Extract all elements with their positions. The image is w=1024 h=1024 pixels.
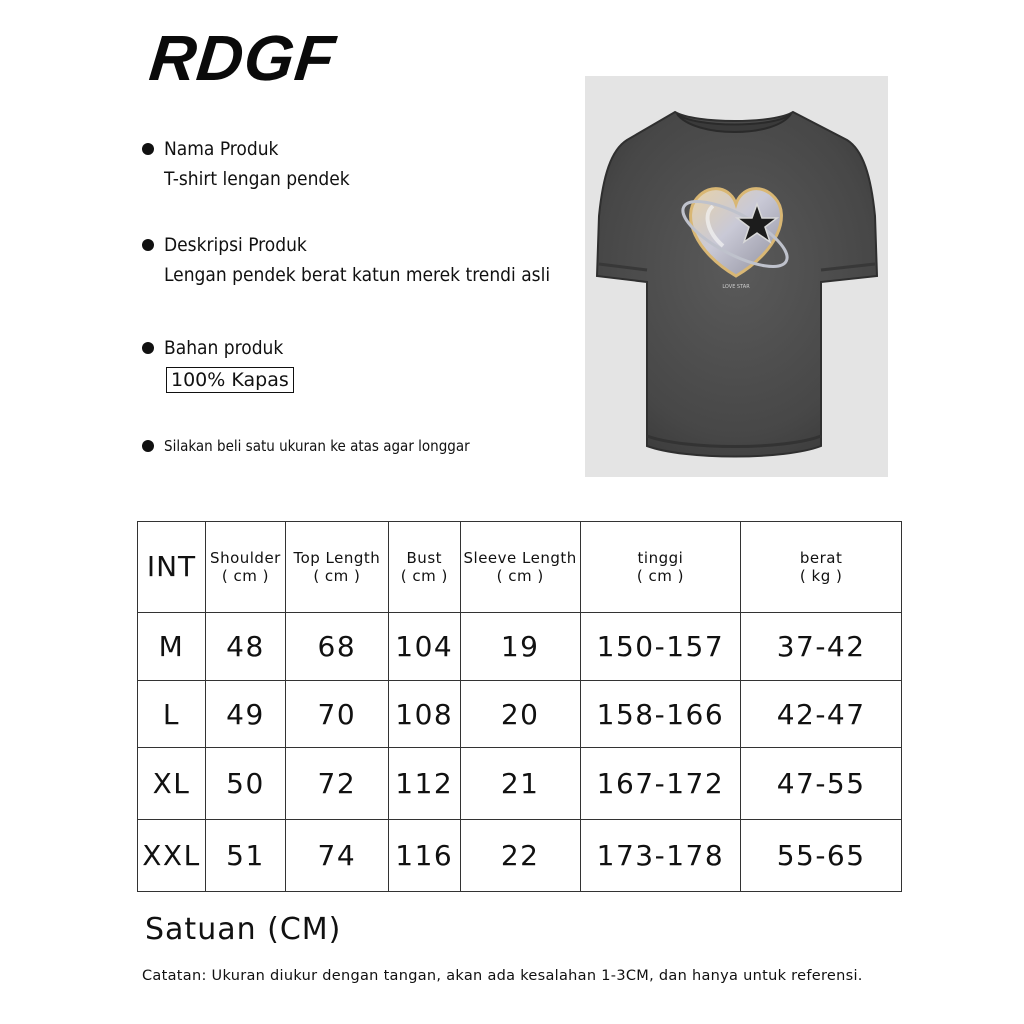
header-sleeve-length: Sleeve Length ( cm ): [460, 522, 580, 613]
cell-shoulder: 49: [205, 681, 285, 748]
table-row: [138, 681, 902, 748]
material-section: [142, 337, 294, 393]
tshirt-image: [585, 76, 888, 477]
cell-sleeve-length: 21: [460, 748, 580, 820]
cell-size: XL: [138, 748, 206, 820]
table-row: [138, 613, 902, 681]
cell-top-length: 72: [285, 748, 388, 820]
cell-top-length: 74: [285, 820, 388, 892]
cell-top-length: 70: [285, 681, 388, 748]
material-label: Bahan produk: [164, 337, 284, 359]
cell-size: L: [138, 681, 206, 748]
cell-bust: 104: [388, 613, 460, 681]
product-desc-value: Lengan pendek berat katun merek trendi asli: [164, 264, 551, 286]
cell-berat: 42-47: [741, 681, 902, 748]
cell-tinggi: 158-166: [580, 681, 741, 748]
cell-size: XXL: [138, 820, 206, 892]
cell-bust: 116: [388, 820, 460, 892]
product-name-value: T-shirt lengan pendek: [164, 168, 350, 190]
size-chart-table: [137, 521, 902, 892]
cell-berat: 37-42: [741, 613, 902, 681]
cell-sleeve-length: 20: [460, 681, 580, 748]
cell-berat: 55-65: [741, 820, 902, 892]
cell-size: M: [138, 613, 206, 681]
print-text: LOVE STAR: [722, 284, 750, 290]
bullet-icon: [142, 440, 154, 452]
table-row: [138, 820, 902, 892]
header-top-length: Top Length ( cm ): [285, 522, 388, 613]
cell-shoulder: 51: [205, 820, 285, 892]
unit-label: Satuan (CM): [145, 912, 342, 947]
header-tinggi: tinggi ( cm ): [580, 522, 741, 613]
product-desc-section: [142, 234, 550, 286]
header-berat: berat ( kg ): [741, 522, 902, 613]
cell-sleeve-length: 19: [460, 613, 580, 681]
cell-bust: 112: [388, 748, 460, 820]
table-header-row: [138, 522, 902, 613]
cell-sleeve-length: 22: [460, 820, 580, 892]
cell-bust: 108: [388, 681, 460, 748]
bullet-icon: [142, 342, 154, 354]
bullet-icon: [142, 143, 154, 155]
cell-tinggi: 173-178: [580, 820, 741, 892]
product-photo: [585, 76, 888, 477]
brand-logo: RDGF: [146, 22, 340, 94]
material-value-badge: 100% Kapas: [166, 367, 294, 393]
cell-berat: 47-55: [741, 748, 902, 820]
header-int: INT: [138, 522, 206, 613]
measurement-note: Catatan: Ukuran diukur dengan tangan, akan ada kesalahan 1-3CM, dan hanya untuk referensi.: [142, 968, 863, 984]
size-tip-text: Silakan beli satu ukuran ke atas agar longgar: [164, 437, 470, 455]
header-shoulder: Shoulder ( cm ): [205, 522, 285, 613]
cell-shoulder: 50: [205, 748, 285, 820]
product-name-label: Nama Produk: [164, 138, 279, 160]
header-bust: Bust ( cm ): [388, 522, 460, 613]
cell-shoulder: 48: [205, 613, 285, 681]
cell-tinggi: 150-157: [580, 613, 741, 681]
product-name-section: [142, 138, 350, 190]
size-tip-section: [142, 435, 470, 457]
cell-tinggi: 167-172: [580, 748, 741, 820]
cell-top-length: 68: [285, 613, 388, 681]
product-desc-label: Deskripsi Produk: [164, 234, 307, 256]
table-row: [138, 748, 902, 820]
bullet-icon: [142, 239, 154, 251]
